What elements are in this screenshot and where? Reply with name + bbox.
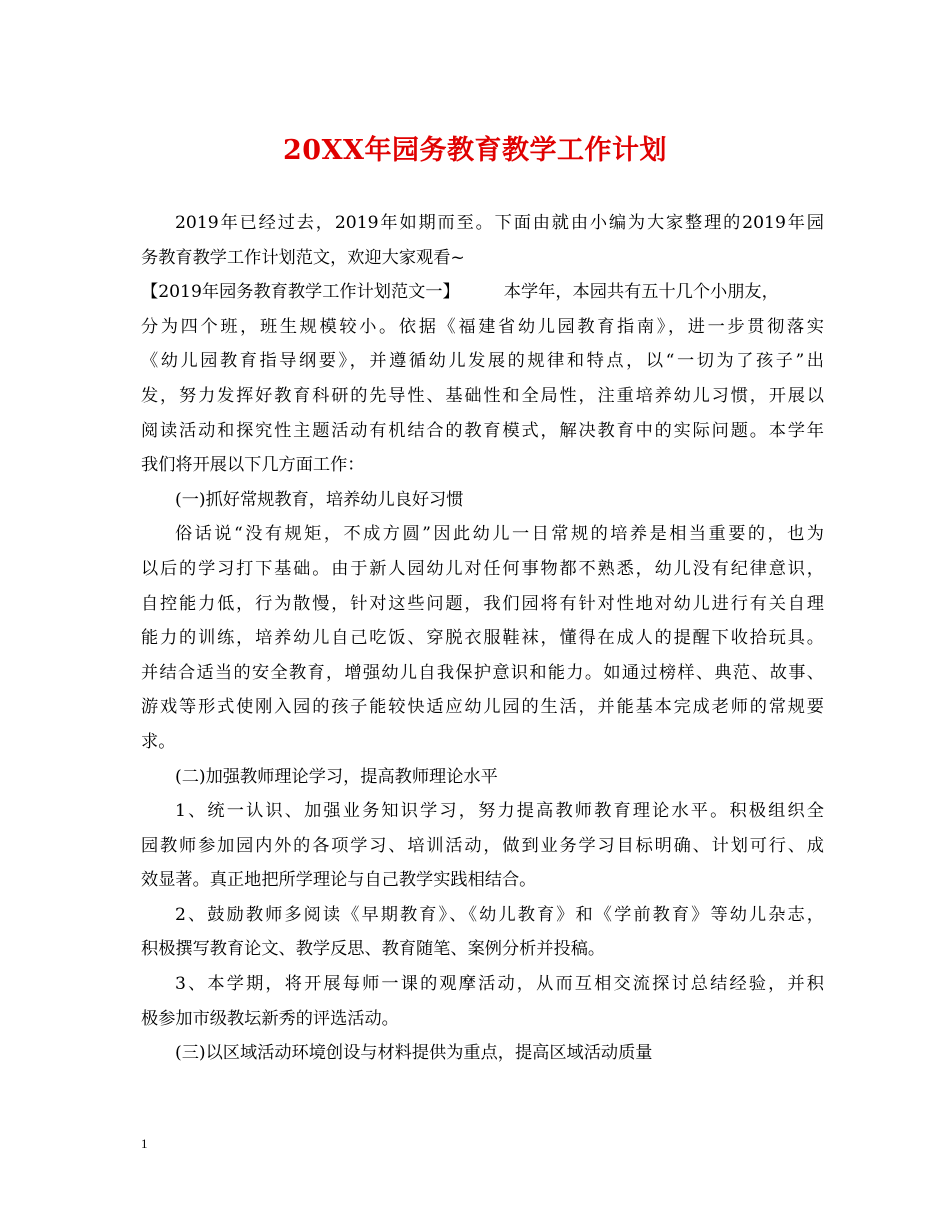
body-line-segment: 本学年，本园共有五十几个小朋友， [503,282,779,303]
body-line: 园教师参加园内外的各项学习、培训活动，做到业务学习目标明确、计划可行、成 [141,835,824,856]
body-line-with-heading [141,275,824,310]
body-line: 积极撰写教育论文、教学反思、教育随笔、案例分析并投稿。 [141,939,606,960]
body-line: 1、统一认识、加强业务知识学习，努力提高教师教育理论水平。积极组织全 [175,801,824,822]
body-line: 求。 [141,731,176,752]
body-line: 发，努力发挥好教育科研的先导性、基础性和全局性，注重培养幼儿习惯，开展以 [141,385,824,406]
body-line: 能力的训练，培养幼儿自己吃饭、穿脱衣服鞋袜，懂得在成人的提醒下收拾玩具。 [141,628,824,649]
body-line: 2019年已经过去，2019年如期而至。下面由就由小编为大家整理的2019年园 [175,213,824,233]
document-body [141,206,824,1071]
body-line: 分为四个班，班生规模较小。依据《福建省幼儿园教育指南》，进一步贯彻落实 [141,316,824,337]
body-line: 《幼儿园教育指导纲要》，并遵循幼儿发展的规律和特点，以“一切为了孩子”出 [141,351,824,372]
body-line: 极参加市级教坛新秀的评选活动。 [141,1008,399,1029]
body-line: 我们将开展以下几方面工作： [141,455,365,476]
page-number: 1 [141,1136,148,1151]
section-heading: 【2019年园务教育教学工作计划范文一】 [141,282,460,303]
body-line: 自控能力低，行为散慢，针对这些问题，我们园将有针对性地对幼儿进行有关自理 [141,593,824,614]
body-line: 效显著。真正地把所学理论与自己教学实践相结合。 [141,870,537,891]
subheading: (三)以区域活动环境创设与材料提供为重点，提高区域活动质量 [175,1043,653,1064]
body-line: 并结合适当的安全教育，增强幼儿自我保护意识和能力。如通过榜样、典范、故事、 [141,662,824,683]
body-line: 务教育教学工作计划范文，欢迎大家观看~ [141,247,465,268]
body-line: 游戏等形式使刚入园的孩子能较快适应幼儿园的生活，并能基本完成老师的常规要 [141,697,824,718]
body-line: 3、本学期，将开展每师一课的观摩活动，从而互相交流探讨总结经验，并积 [175,974,824,995]
body-line: 阅读活动和探究性主题活动有机结合的教育模式，解决教育中的实际问题。本学年 [141,420,824,441]
subheading: (二)加强教师理论学习，提高教师理论水平 [175,766,498,787]
document-title: 20XX年园务教育教学工作计划 [283,135,667,166]
body-line: 2、鼓励教师多阅读《早期教育》、《幼儿教育》和《学前教育》等幼儿杂志， [175,904,824,925]
body-line: 俗话说“没有规矩，不成方圆”因此幼儿一日常规的培养是相当重要的，也为 [175,524,824,545]
subheading: (一)抓好常规教育，培养幼儿良好习惯 [175,489,464,510]
body-line: 以后的学习打下基础。由于新人园幼儿对任何事物都不熟悉，幼儿没有纪律意识， [141,558,824,579]
